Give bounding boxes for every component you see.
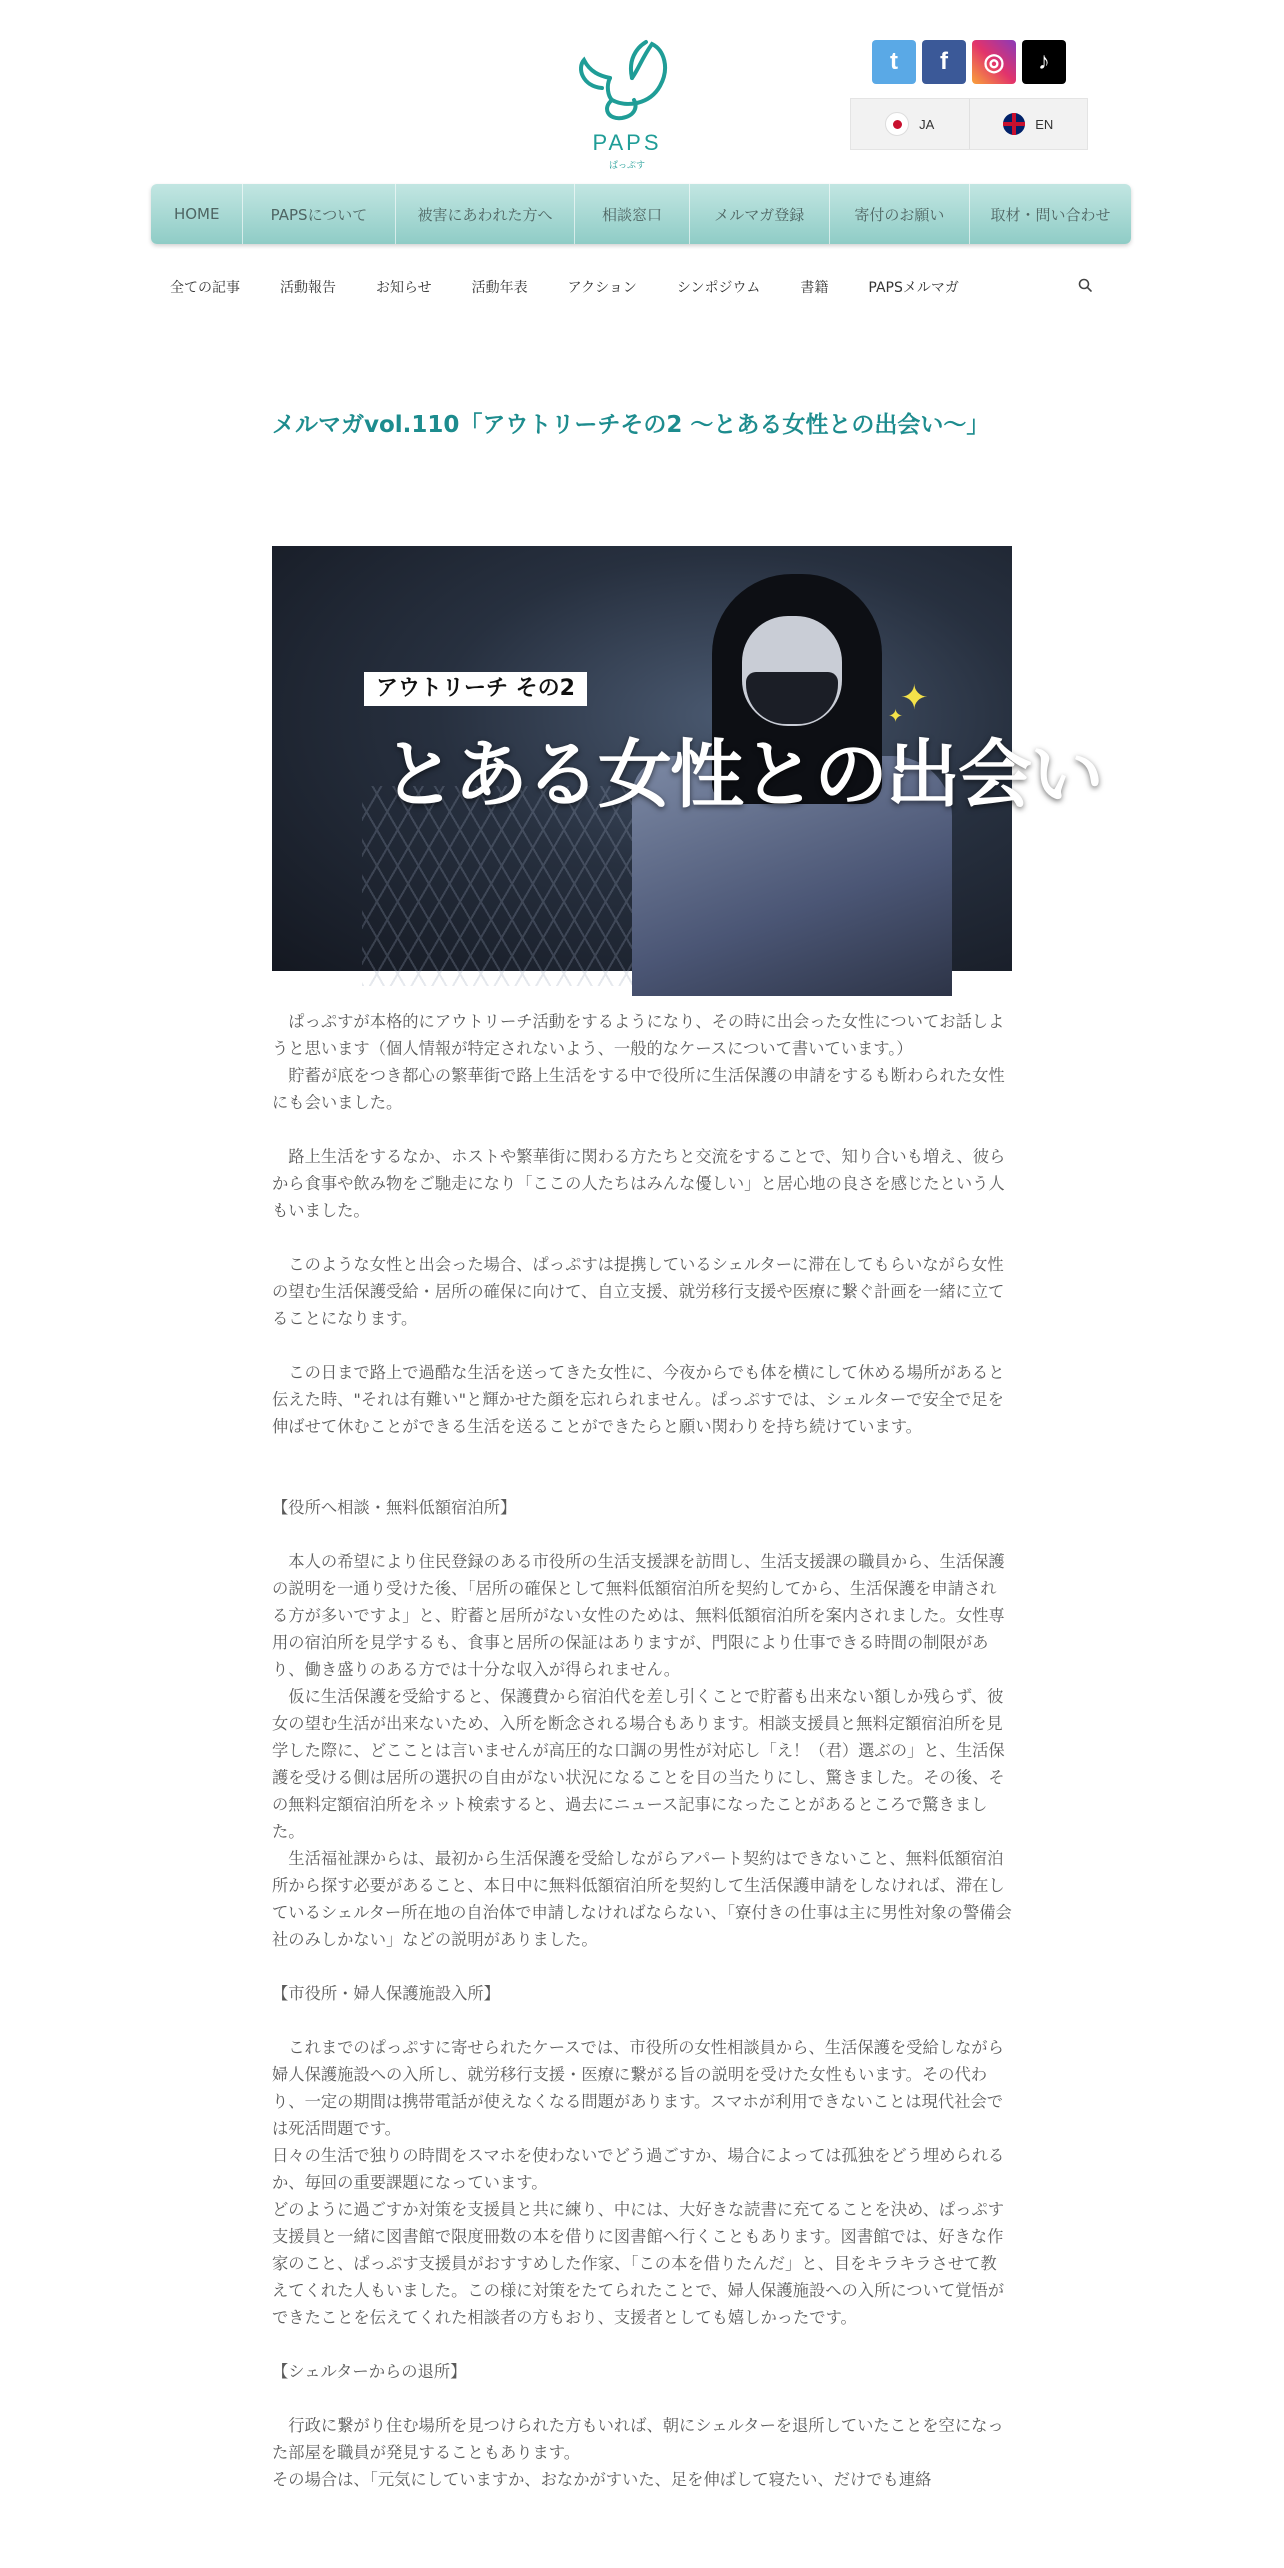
nav-newsletter-signup[interactable]: メルマガ登録 <box>690 184 830 244</box>
article-paragraph <box>272 1953 1012 1980</box>
paps-logo[interactable] <box>572 38 682 174</box>
sparkle-small-icon: ✦ <box>888 706 904 727</box>
nav-consultation[interactable]: 相談窓口 <box>575 184 689 244</box>
article-paragraph: 【役所へ相談・無料低額宿泊所】 <box>272 1498 517 1517</box>
category-nav <box>150 272 1100 302</box>
facebook-icon[interactable]: f <box>922 40 966 84</box>
language-ja[interactable] <box>851 99 970 149</box>
category-news[interactable]: お知らせ <box>376 280 432 296</box>
language-en-label: EN <box>1035 116 1054 132</box>
article-paragraph: どのように過ごすか対策を支援員と共に練り、中には、大好きな読書に充てることを決め、ぱっぷす支援員と一緒に図書館で限度冊数の本を借りに図書館へ行くこともあります。図書館では、好きな作家のこと、ぱっぷす支援員がおすすめした作家、「この本を借りたんだ」と、目をキラキラさせて教えてくれた人もいました。この様に対策をたてられたことで、婦人保護施設への入所について覚悟ができたことを伝えてくれた相談者の方もおり、支援者としても嬉しかったです。 <box>272 2200 1005 2327</box>
language-ja-label: JA <box>919 116 935 132</box>
hero-label: アウトリーチ その2 <box>364 672 587 706</box>
dove-icon <box>572 38 682 130</box>
japan-flag-icon <box>885 112 909 136</box>
nav-about[interactable]: PAPSについて <box>243 184 395 244</box>
article-paragraph: 生活福祉課からは、最初から生活保護を受給しながらアパート契約はできないこと、無料低額宿泊所から探す必要があること、本日中に無料低額宿泊所を契約して生活保護申請をしなければ、滞在しているシェルター所在地の自治体で申請しなければならない、「寮付きの仕事は主に男性対象の警備会社のみしかない」などの説明がありました。 <box>272 1849 1012 1949</box>
article-paragraph: 日々の生活で独りの時間をスマホを使わないでどう過ごすか、場合によっては孤独をどう埋められるか、毎回の重要課題になっています。 <box>272 2146 1005 2192</box>
article-paragraph <box>272 1116 1012 1143</box>
article-paragraph: 【シェルターからの退所】 <box>272 2362 467 2381</box>
article-paragraph: 仮に生活保護を受給すると、保護費から宿泊代を差し引くことで貯蓄も出来ない額しか残らず、彼女の望む生活が出来ないため、入所を断念される場合もあります。相談支援員と無料定額宿泊所を見学した際に、どこことは言いませんが高圧的な口調の男性が対応し「え！（君）選ぶの」と、生活保護を受ける側は居所の選択の自由がない状況になることを目の当たりにし、驚きました。その後、その無料定額宿泊所をネット検索すると、過去にニュース記事になったことがあるところで驚きました。 <box>272 1687 1005 1841</box>
article-paragraph: その場合は、「元気にしていますか、おなかがすいた、足を伸ばして寝たい、だけでも連絡 <box>272 2470 932 2489</box>
logo-subtext: ぱっぷす <box>608 161 645 171</box>
article-paragraph: 路上生活をするなか、ホストや繁華街に関わる方たちと交流をすることで、知り合いも増え、彼らから食事や飲み物をご馳走になり「ここの人たちはみんな優しい」と居心地の良さを感じたという人もいました。 <box>272 1147 1006 1220</box>
twitter-icon[interactable]: t <box>872 40 916 84</box>
search-icon[interactable] <box>1078 278 1092 292</box>
hero-image <box>272 546 1102 971</box>
category-paps-newsletter[interactable]: PAPSメルマガ <box>868 280 959 296</box>
article-paragraph: これまでのぱっぷすに寄せられたケースでは、市役所の女性相談員から、生活保護を受給しながら婦人保護施設への入所し、就労移行支援・医療に繋がる旨の説明を受けた女性もいます。その代わり、一定の期間は携帯電話が使えなくなる問題があります。スマホが利用できないことは現代社会では死活問題です。 <box>272 2038 1004 2138</box>
article-paragraph: このような女性と出会った場合、ぱっぷすは提携しているシェルターに滞在してもらいながら女性の望む生活保護受給・居所の確保に向けて、自立支援、就労移行支援や医療に繋ぐ計画を一緒に立てることになります。 <box>272 1255 1005 1328</box>
article-paragraph: 行政に繋がり住む場所を見つけられた方もいれば、朝にシェルターを退所していたことを空になった部屋を職員が発見することもあります。 <box>272 2416 1004 2462</box>
language-en[interactable] <box>970 99 1088 149</box>
instagram-icon[interactable]: ◎ <box>972 40 1016 84</box>
article-paragraph: 本人の希望により住民登録のある市役所の生活支援課を訪問し、生活支援課の職員から、生活保護の説明を一通り受けた後、「居所の確保として無料低額宿泊所を契約してから、生活保護を申請される方が多いですよ」と、貯蓄と居所がない女性のためは、無料低額宿泊所を案内されました。女性専用の宿泊所を見学するも、食事と居所の保証はありますが、門限により仕事できる時間の制限があり、働き盛りのある方では十分な収入が得られません。 <box>272 1552 1005 1679</box>
article-paragraph <box>272 2385 1012 2412</box>
main-nav <box>151 184 1131 244</box>
category-symposium[interactable]: シンポジウム <box>676 280 761 296</box>
uk-flag-icon <box>1003 113 1025 135</box>
article-paragraph: この日まで路上で過酷な生活を送ってきた女性に、今夜からでも体を横にして休める場所があると伝えた時、"それは有難い"と輝かせた顔を忘れられません。ぱっぷすでは、シェルターで安全で足を伸ばせて休むことができる生活を送ることができたらと願い関わりを持ち続けています。 <box>272 1363 1005 1436</box>
tiktok-icon[interactable]: ♪ <box>1022 40 1066 84</box>
category-books[interactable]: 書籍 <box>800 280 829 296</box>
logo-text: PAPS <box>592 130 662 155</box>
category-timeline[interactable]: 活動年表 <box>471 280 528 296</box>
article-paragraph: 【市役所・婦人保護施設入所】 <box>272 1984 500 2003</box>
article-title: メルマガvol.110「アウトリーチその2 ～とある女性との出会い～」 <box>272 412 990 438</box>
article-paragraph: ぱっぷすが本格的にアウトリーチ活動をするようになり、その時に出会った女性についてお話しようと思います（個人情報が特定されないよう、一般的なケースについて書いています。） <box>272 1012 1005 1058</box>
article-paragraph <box>272 1224 1012 1251</box>
hero-headline: とある女性との出会い <box>382 732 1102 818</box>
article-paragraph <box>272 1521 1012 1548</box>
article-paragraph <box>272 1440 1012 1467</box>
category-activity-report[interactable]: 活動報告 <box>280 280 336 296</box>
nav-for-victims[interactable]: 被害にあわれた方へ <box>396 184 576 244</box>
nav-contact[interactable]: 取材・問い合わせ <box>990 205 1111 224</box>
nav-donate[interactable]: 寄付のお願い <box>830 184 970 244</box>
article-paragraph <box>272 1332 1012 1359</box>
nav-home[interactable]: HOME <box>151 184 243 244</box>
language-switcher <box>850 98 1088 150</box>
article-paragraph: 貯蓄が底をつき都心の繁華街で路上生活をする中で役所に生活保護の申請をするも断わられた女性にも会いました。 <box>272 1066 1005 1112</box>
category-action[interactable]: アクション <box>567 280 637 296</box>
article-paragraph <box>272 1467 1012 1494</box>
social-links <box>872 40 1066 84</box>
article-paragraph <box>272 2007 1012 2034</box>
article-body <box>272 1008 1012 2493</box>
category-all[interactable]: 全ての記事 <box>170 280 240 296</box>
sparkle-icon: ✦ <box>900 678 929 718</box>
article-paragraph <box>272 2331 1012 2358</box>
